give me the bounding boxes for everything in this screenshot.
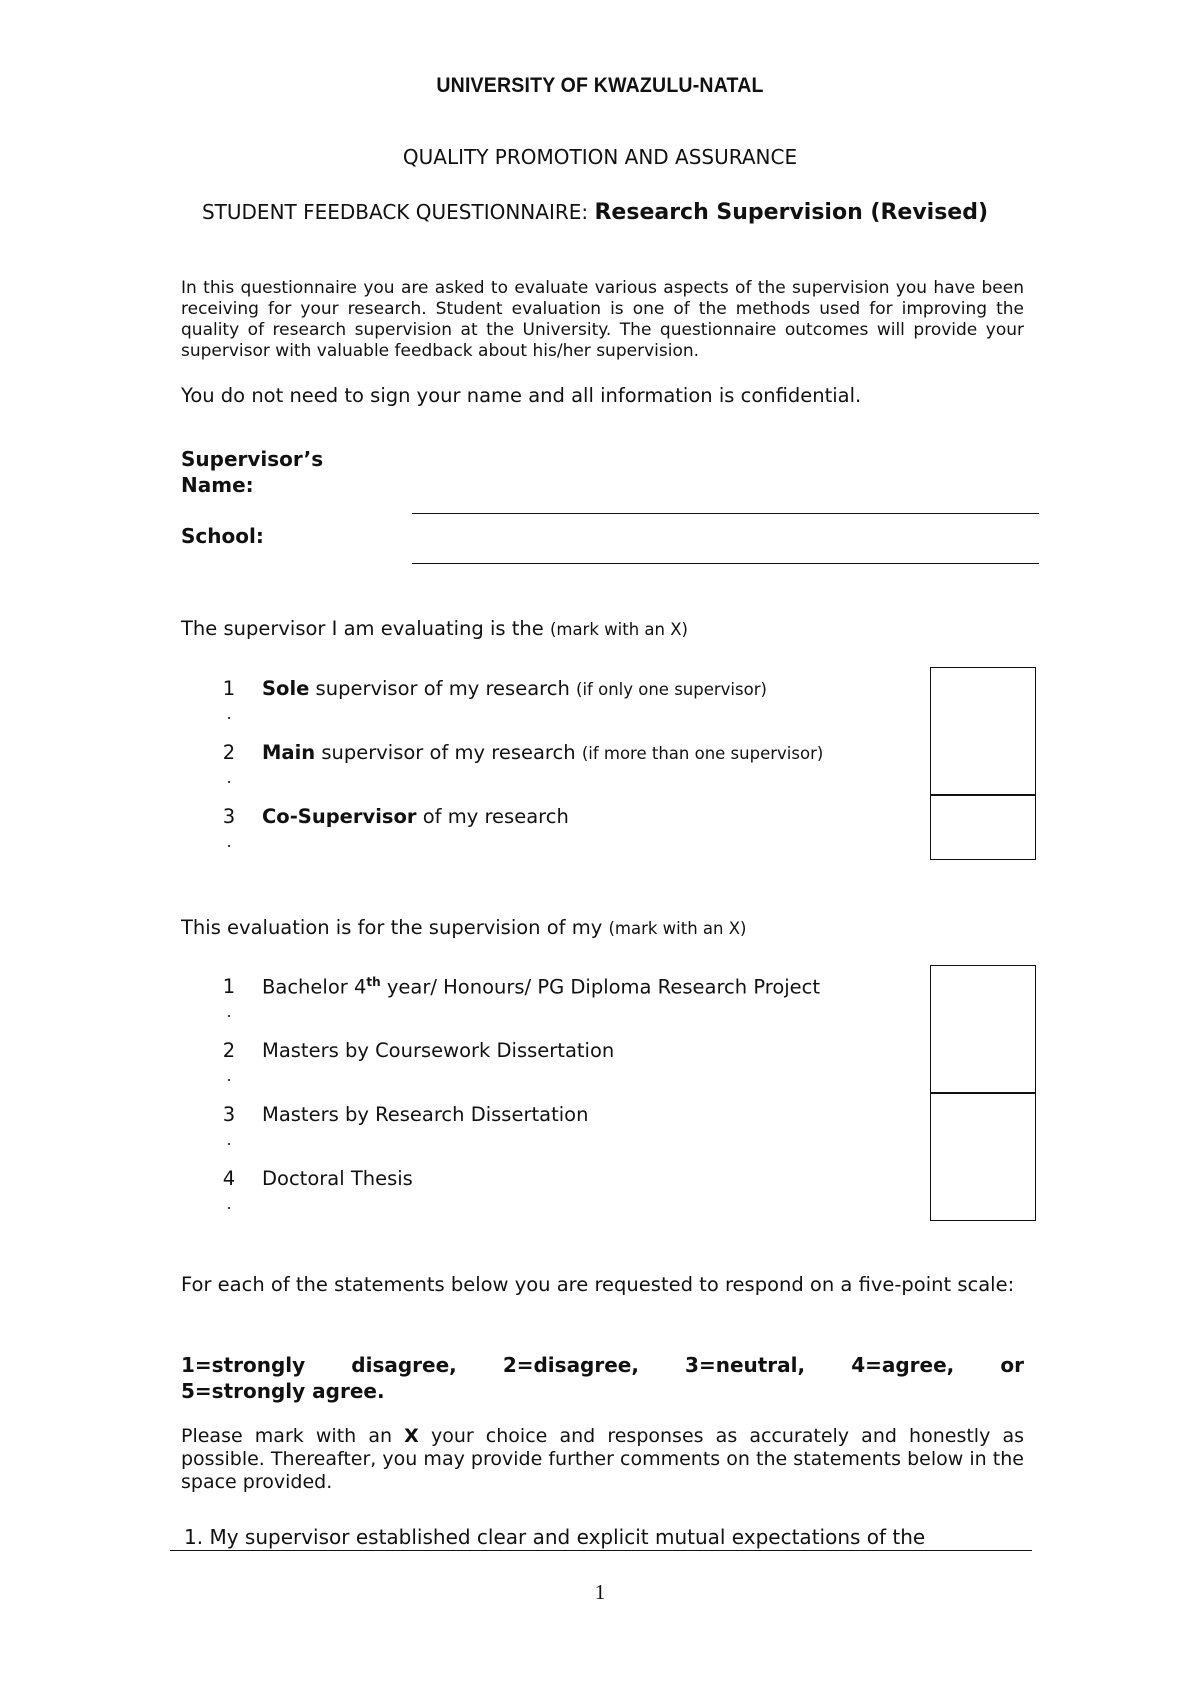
degree-type-prompt-text: This evaluation is for the supervision of my — [181, 916, 603, 939]
scale-term: 4=agree, — [851, 1353, 955, 1377]
questionnaire-title — [200, 197, 990, 228]
option-rest: supervisor of my research — [309, 677, 577, 700]
degree-option-number: 2 — [222, 1039, 236, 1062]
degree-option-doctoral: Doctoral Thesis — [262, 1167, 413, 1190]
supervisor-option-number: 3 — [222, 805, 236, 828]
scale-term: 5=strongly agree. — [181, 1379, 385, 1403]
degree-option-number: 1 — [222, 975, 236, 998]
supervisor-option-number: 2 — [222, 741, 236, 764]
option-bold: Main — [262, 741, 316, 764]
supervisor-type-prompt-text: The supervisor I am evaluating is the — [181, 617, 544, 640]
option-superscript: th — [366, 975, 381, 989]
supervisor-option-main — [262, 741, 823, 764]
option-bold: Sole — [262, 677, 310, 700]
supervisor-option-dot: . — [226, 704, 232, 723]
supervisor-option-dot: . — [226, 832, 232, 851]
checkbox-doctoral[interactable] — [930, 1157, 1036, 1221]
scale-intro: For each of the statements below you are requested to respond on a five-point scale: — [181, 1273, 1015, 1296]
supervisor-option-co — [262, 805, 569, 828]
option-note: (if more than one supervisor) — [581, 744, 824, 763]
university-name: UNIVERSITY OF KWAZULU-NATAL — [436, 74, 764, 97]
degree-option-dot: . — [226, 1066, 232, 1085]
page-number: 1 — [594, 1580, 606, 1604]
degree-type-prompt-note: (mark with an X) — [608, 919, 747, 938]
checkbox-masters-research[interactable] — [930, 1093, 1036, 1158]
degree-option-number: 3 — [222, 1103, 236, 1126]
school-label: School: — [181, 524, 264, 548]
title-bold: Research Supervision (Revised) — [594, 200, 989, 225]
instruction-text: your choice and responses as accurately and honestly as possible. Thereafter, you may provide further comments on the statements below in the space provided. — [181, 1425, 1024, 1493]
option-text: Bachelor 4 — [262, 975, 367, 999]
instruction-x: X — [404, 1425, 419, 1447]
supervisor-name-label: Supervisor’s Name: — [181, 447, 324, 497]
option-note: (if only one supervisor) — [576, 680, 767, 699]
checkbox-sole-supervisor[interactable] — [930, 667, 1036, 732]
scale-definition — [181, 1352, 1024, 1404]
mark-instruction — [181, 1425, 1024, 1494]
degree-option-masters-coursework: Masters by Coursework Dissertation — [262, 1039, 615, 1062]
checkbox-bachelor[interactable] — [930, 965, 1036, 1030]
checkbox-main-supervisor[interactable] — [930, 731, 1036, 795]
degree-option-dot: . — [226, 1194, 232, 1213]
degree-type-prompt — [181, 916, 746, 939]
degree-option-dot: . — [226, 1130, 232, 1149]
supervisor-option-sole — [262, 677, 767, 700]
option-bold: Co-Supervisor — [262, 805, 417, 828]
supervisor-option-number: 1 — [222, 677, 236, 700]
supervisor-type-prompt — [181, 617, 688, 640]
supervisor-option-dot: . — [226, 768, 232, 787]
scale-term: 1=strongly — [181, 1353, 306, 1377]
school-field[interactable] — [412, 563, 1039, 564]
scale-term: disagree, — [351, 1353, 457, 1377]
degree-option-bachelor — [262, 975, 820, 999]
instruction-text: Please mark with an — [181, 1425, 405, 1447]
statement-text: My supervisor established clear and explicit mutual expectations of the — [209, 1525, 926, 1549]
checkbox-co-supervisor[interactable] — [930, 795, 1036, 860]
scale-term: 2=disagree, — [502, 1353, 639, 1377]
checkbox-masters-coursework[interactable] — [930, 1029, 1036, 1093]
option-text: year/ Honours/ PG Diploma Research Project — [380, 975, 821, 999]
option-rest: of my research — [416, 805, 569, 828]
degree-option-masters-research: Masters by Research Dissertation — [262, 1103, 589, 1126]
supervisor-name-field[interactable] — [412, 513, 1039, 514]
option-rest: supervisor of my research — [315, 741, 582, 764]
supervisor-type-prompt-note: (mark with an X) — [549, 620, 688, 639]
degree-option-dot: . — [226, 1002, 232, 1021]
department-title: QUALITY PROMOTION AND ASSURANCE — [402, 145, 798, 169]
statement-row — [170, 1525, 1032, 1551]
title-prefix: STUDENT FEEDBACK QUESTIONNAIRE: — [201, 200, 589, 224]
scale-term: 3=neutral, — [685, 1353, 806, 1377]
confidential-note: You do not need to sign your name and all information is confidential. — [181, 384, 862, 407]
statement-number: 1. — [184, 1525, 204, 1549]
scale-term: or — [1000, 1353, 1024, 1377]
degree-option-number: 4 — [222, 1167, 236, 1190]
intro-paragraph: In this questionnaire you are asked to evaluate various aspects of the supervision you have been receiving for your research. Student evaluation is one of the methods used for improving the quality of research supervision at the University. The questionnaire outcomes will provide your supervisor with valuable feedback about his/her supervision. — [181, 278, 1024, 361]
